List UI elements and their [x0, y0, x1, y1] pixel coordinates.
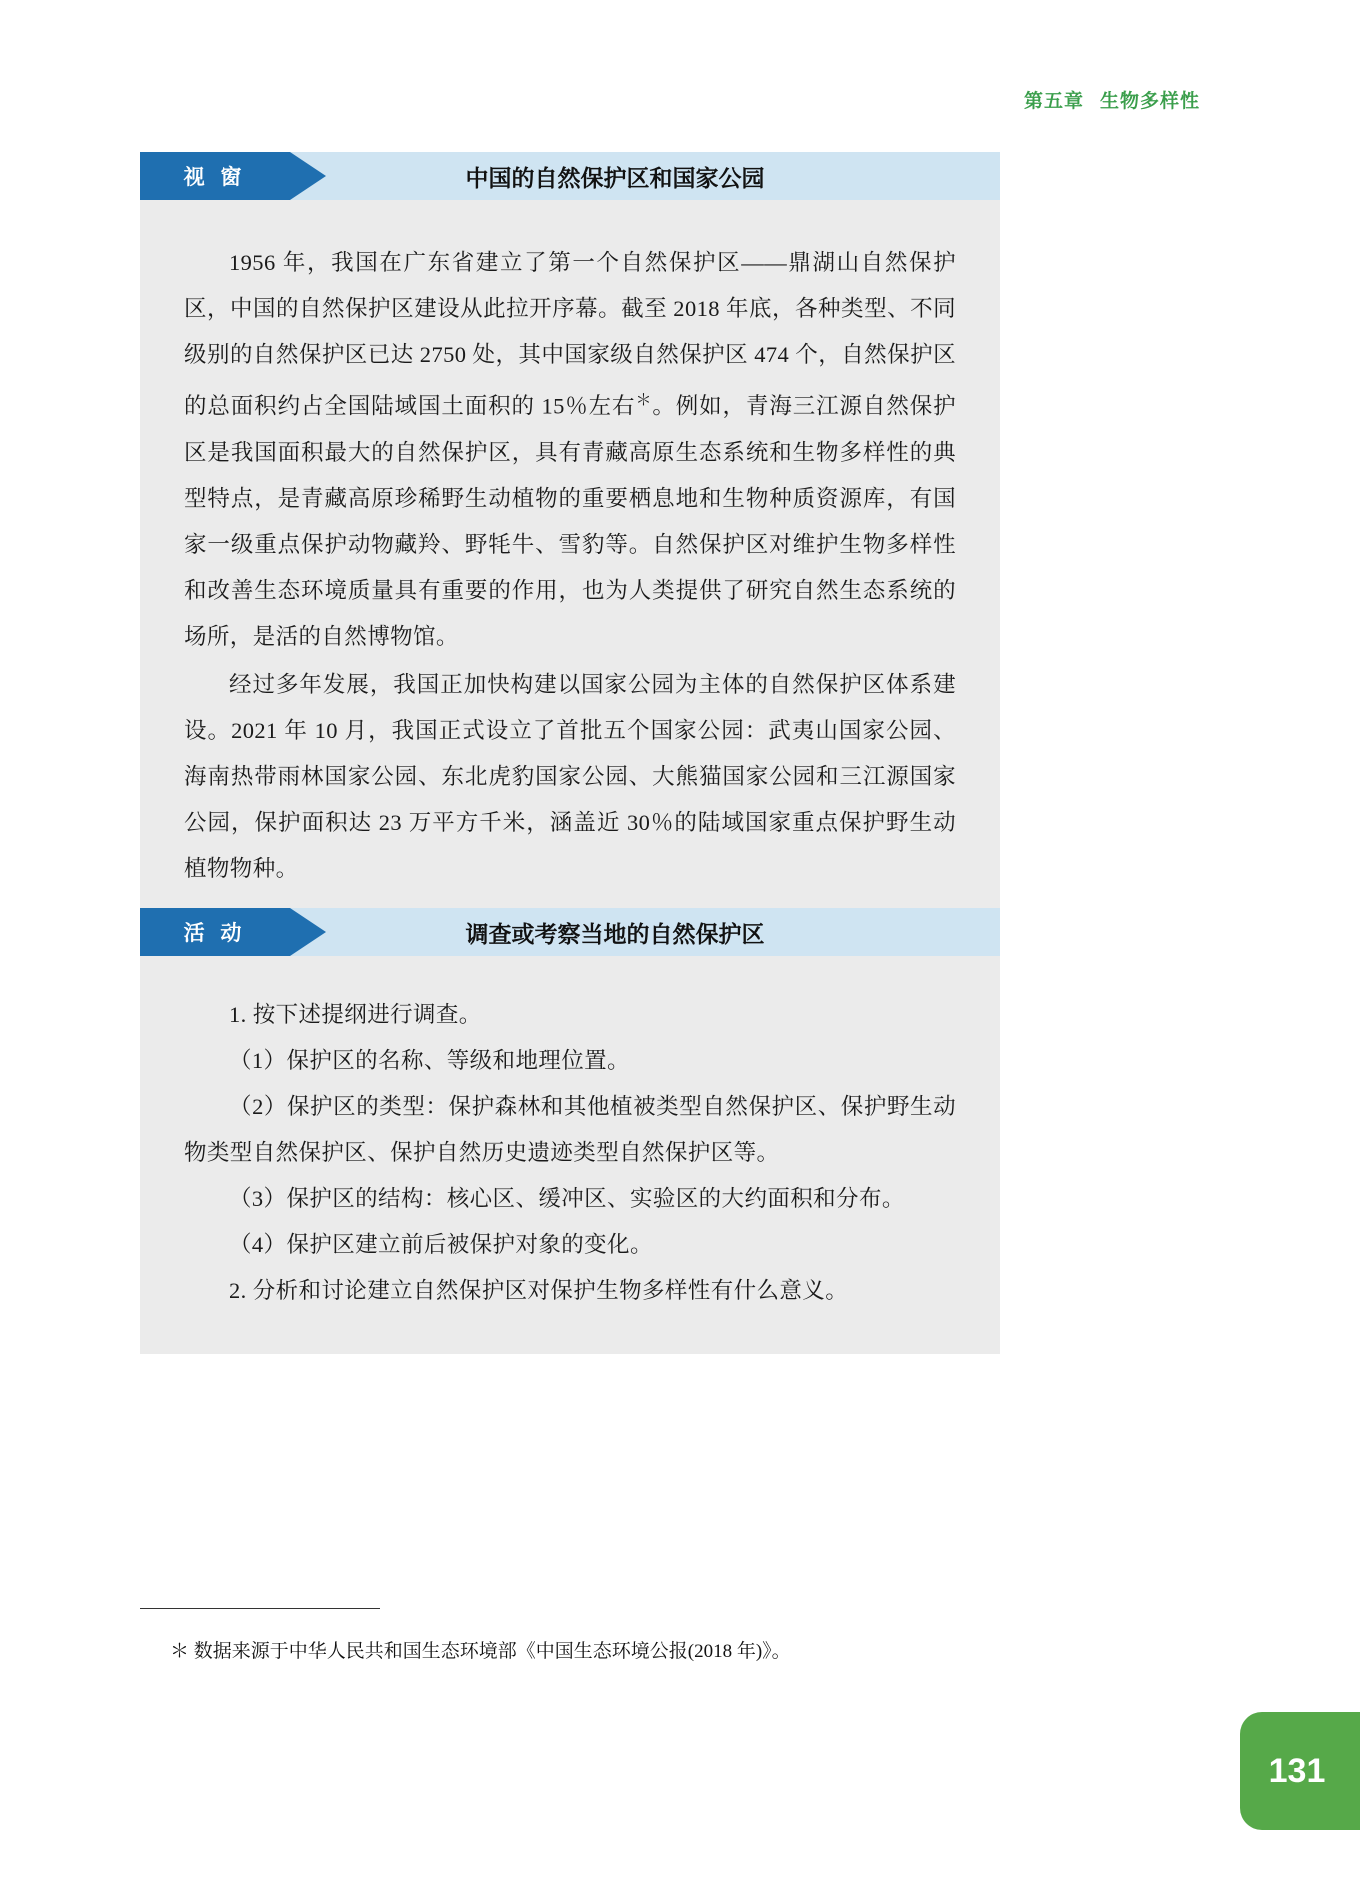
page-number-tab: 131	[1240, 1712, 1360, 1830]
footnote-divider	[140, 1608, 380, 1609]
window-panel-header	[140, 152, 1000, 200]
window-paragraph-1-continued: 。例如，青海三江源自然保护区是我国面积最大的自然保护区，具有青藏高原生态系统和生物多样性的典型特点，是青藏高原珍稀野生动植物的重要栖息地和生物种质资源库，有国家一级重点保护动物藏羚、野牦牛、雪豹等。自然保护区对维护生物多样性和改善生态环境质量具有重要的作用，也为人类提供了研究自然生态系统的场所，是活的自然博物馆。	[184, 393, 957, 649]
footnote-marker: ＊	[635, 392, 653, 409]
activity-panel-tag: 活 动	[140, 908, 290, 956]
window-paragraph-1-text: 1956 年，我国在广东省建立了第一个自然保护区——鼎湖山自然保护区，中国的自然保护区建设从此拉开序幕。截至 2018 年底，各种类型、不同级别的自然保护区已达 2750 处，其中国家级自然保护区 474 个，自然保护区的总面积约占全国陆域国土面积的 15％左右	[184, 250, 956, 419]
activity-item-5: （4）保护区建立前后被保护对象的变化。	[229, 1232, 653, 1257]
activity-item-3: （2）保护区的类型：保护森林和其他植被类型自然保护区、保护野生动物类型自然保护区、保护自然历史遗迹类型自然保护区等。	[184, 1094, 956, 1165]
running-head-chapter-title: 生物多样性	[1099, 91, 1200, 112]
running-head	[1024, 86, 1200, 113]
activity-panel	[140, 908, 1000, 1354]
footnote-text: ＊ 数据来源于中华人民共和国生态环境部《中国生态环境公报(2018 年)》。	[170, 1641, 791, 1662]
window-panel	[140, 152, 1000, 938]
window-panel-title: 中国的自然保护区和国家公园	[465, 164, 765, 191]
activity-item-6: 2. 分析和讨论建立自然保护区对保护生物多样性有什么意义。	[229, 1278, 849, 1303]
window-paragraph-1	[184, 240, 956, 660]
activity-item-4: （3）保护区的结构：核心区、缓冲区、实验区的大约面积和分布。	[229, 1186, 905, 1211]
activity-panel-title: 调查或考察当地的自然保护区	[465, 920, 765, 947]
window-panel-tag: 视 窗	[140, 152, 290, 200]
window-panel-body	[140, 200, 1000, 938]
activity-panel-body	[140, 956, 1000, 1354]
activity-item-1: 1. 按下述提纲进行调查。	[229, 1002, 482, 1027]
running-head-chapter-number: 第五章	[1023, 91, 1084, 112]
window-paragraph-2: 经过多年发展，我国正加快构建以国家公园为主体的自然保护区体系建设。2021 年 10 月，我国正式设立了首批五个国家公园：武夷山国家公园、海南热带雨林国家公园、东北虎豹国家公园、大熊猫国家公园和三江源国家公园，保护面积达 23 万平方千米，涵盖近 30％的陆域国家重点保护野生动植物物种。	[184, 671, 956, 881]
activity-item-2: （1）保护区的名称、等级和地理位置。	[229, 1048, 630, 1073]
activity-panel-header	[140, 908, 1000, 956]
